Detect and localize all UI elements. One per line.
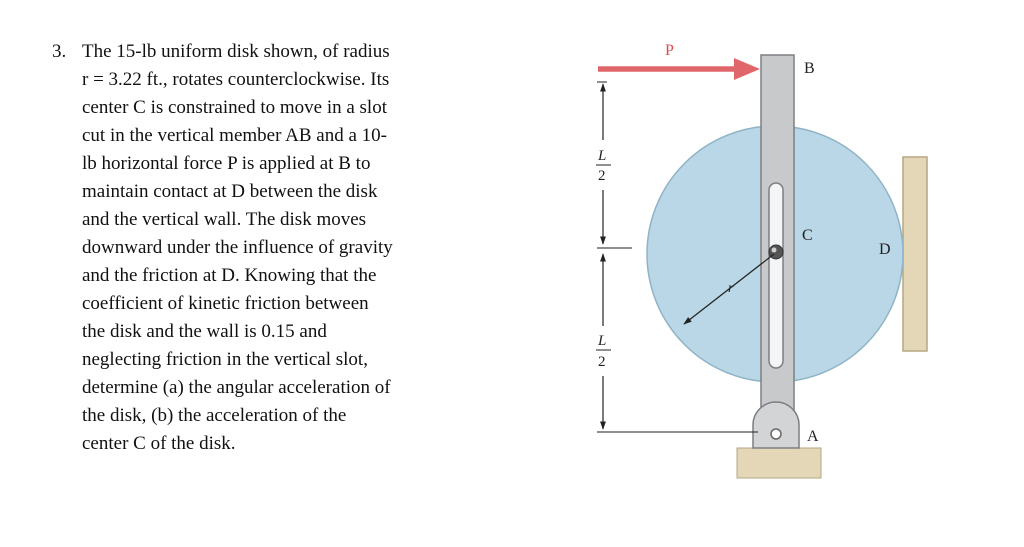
dim-2-upper: 2	[598, 168, 606, 184]
force-p-label: P	[665, 42, 674, 59]
problem-line: The 15-lb uniform disk shown, of radius	[82, 41, 390, 62]
problem-line: and the friction at D. Knowing that the	[82, 265, 377, 286]
disk-diagram	[560, 30, 980, 500]
problem-text	[82, 38, 462, 458]
problem-line: the disk, (b) the acceleration of the	[82, 405, 347, 426]
dim-l-lower: L	[598, 333, 607, 349]
dim-l-upper: L	[598, 148, 607, 164]
problem-line: the disk and the wall is 0.15 and	[82, 321, 327, 342]
problem-line: neglecting friction in the vertical slot,	[82, 349, 368, 370]
radius-label: r	[728, 281, 734, 296]
problem-line: downward under the influence of gravity	[82, 237, 393, 258]
problem-line: center C of the disk.	[82, 433, 236, 454]
problem-line: maintain contact at D between the disk	[82, 181, 378, 202]
dim-2-lower: 2	[598, 354, 606, 370]
ground-support	[737, 448, 821, 478]
problem-line: cut in the vertical member AB and a 10-	[82, 125, 387, 146]
force-p-arrowhead	[734, 58, 760, 80]
problem-line: center C is constrained to move in a slot	[82, 97, 387, 118]
dimension-l2-upper	[596, 82, 632, 248]
pin-support-a	[753, 402, 799, 448]
problem-number: 3.	[52, 41, 67, 62]
problem-line: r = 3.22 ft., rotates counterclockwise. Its	[82, 69, 390, 90]
wall	[903, 157, 927, 351]
slot	[769, 183, 783, 368]
pin-highlight	[772, 248, 777, 253]
point-a-label: A	[807, 428, 819, 445]
point-c-label: C	[802, 227, 813, 244]
problem-line: coefficient of kinetic friction between	[82, 293, 369, 314]
pin-a-icon	[771, 429, 781, 439]
point-d-label: D	[879, 241, 891, 258]
problem-line: lb horizontal force P is applied at B to	[82, 153, 371, 174]
problem-line: determine (a) the angular acceleration of	[82, 377, 391, 398]
problem-line: and the vertical wall. The disk moves	[82, 209, 367, 230]
point-b-label: B	[804, 60, 815, 77]
